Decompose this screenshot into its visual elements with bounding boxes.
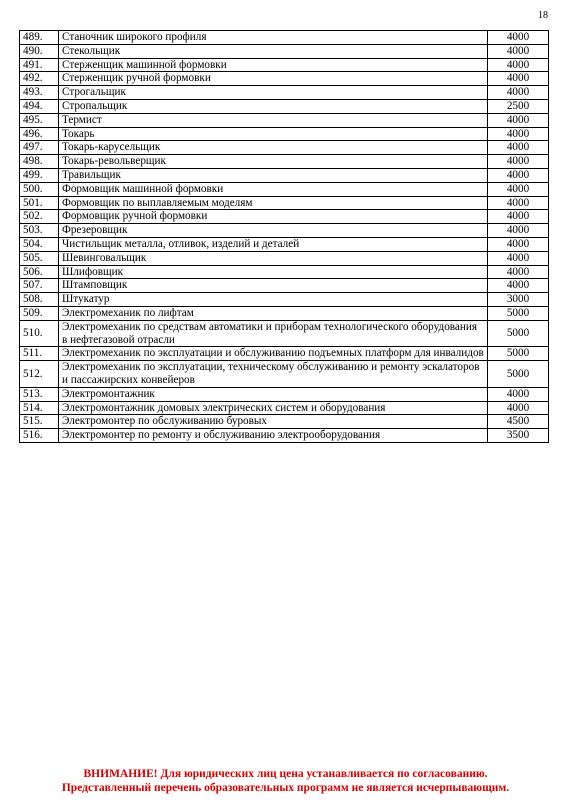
program-price: 4000 [488,168,549,182]
program-name: Стекольщик [59,44,488,58]
warning-line-1: ВНИМАНИЕ! Для юридических лиц цена устанавливается по согласованию. [83,768,488,780]
row-number: 514. [20,401,59,415]
row-number: 511. [20,347,59,361]
program-name: Токарь-револьверщик [59,155,488,169]
table-body [20,31,549,443]
row-number: 507. [20,279,59,293]
program-name: Формовщик машинной формовки [59,182,488,196]
table-row [20,224,549,238]
program-price-table [19,30,549,443]
table-row [20,127,549,141]
program-price: 4000 [488,251,549,265]
table-row [20,237,549,251]
program-price: 5000 [488,320,549,347]
program-price: 4000 [488,401,549,415]
program-price: 4500 [488,415,549,429]
program-price: 5000 [488,347,549,361]
warning-line-2: Представленный перечень образовательных программ не является исчерпывающим. [61,782,510,794]
program-name: Шлифовщик [59,265,488,279]
table-row [20,306,549,320]
row-number: 516. [20,429,59,443]
program-name: Шевинговальщик [59,251,488,265]
table-row [20,141,549,155]
row-number: 491. [20,58,59,72]
row-number: 515. [20,415,59,429]
program-price: 5000 [488,361,549,388]
program-name: Стерженщик машинной формовки [59,58,488,72]
row-number: 502. [20,210,59,224]
table-row [20,72,549,86]
table-row [20,347,549,361]
program-name: Электромеханик по лифтам [59,306,488,320]
table-row [20,99,549,113]
program-name: Формовщик ручной формовки [59,210,488,224]
program-name: Штукатур [59,293,488,307]
row-number: 508. [20,293,59,307]
table-row [20,86,549,100]
row-number: 492. [20,72,59,86]
row-number: 489. [20,31,59,45]
program-price: 4000 [488,196,549,210]
table-row [20,279,549,293]
program-price: 4000 [488,58,549,72]
row-number: 509. [20,306,59,320]
row-number: 496. [20,127,59,141]
program-name: Электромонтер по обслуживанию буровых [59,415,488,429]
table-row [20,44,549,58]
table-row [20,415,549,429]
program-price: 3500 [488,429,549,443]
page-number: 18 [538,10,548,21]
program-name: Электромеханик по средствам автоматики и приборам технологического оборудования в нефтегазовой отрасли [59,320,488,347]
table-row [20,251,549,265]
table-row [20,168,549,182]
program-name: Стерженщик ручной формовки [59,72,488,86]
table-row [20,293,549,307]
program-name: Стропальщик [59,99,488,113]
program-name: Электромонтажник домовых электрических систем и оборудования [59,401,488,415]
program-price: 4000 [488,387,549,401]
program-name: Строгальщик [59,86,488,100]
program-name: Электромеханик по эксплуатации, техническому обслуживанию и ремонту эскалаторов и пассажирских конвейеров [59,361,488,388]
table-row [20,182,549,196]
table-row [20,196,549,210]
row-number: 499. [20,168,59,182]
row-number: 505. [20,251,59,265]
row-number: 490. [20,44,59,58]
program-price: 4000 [488,44,549,58]
row-number: 506. [20,265,59,279]
table-row [20,361,549,388]
row-number: 494. [20,99,59,113]
row-number: 501. [20,196,59,210]
program-price: 4000 [488,127,549,141]
program-price: 4000 [488,155,549,169]
table-row [20,31,549,45]
program-name: Чистильщик металла, отливок, изделий и деталей [59,237,488,251]
program-name: Штамповщик [59,279,488,293]
row-number: 503. [20,224,59,238]
table-row [20,210,549,224]
program-name: Токарь [59,127,488,141]
program-price: 4000 [488,86,549,100]
program-price: 4000 [488,182,549,196]
program-price: 5000 [488,306,549,320]
program-price: 2500 [488,99,549,113]
table-row [20,387,549,401]
program-price: 4000 [488,210,549,224]
program-name: Электромонтажник [59,387,488,401]
row-number: 500. [20,182,59,196]
table-row [20,265,549,279]
row-number: 498. [20,155,59,169]
program-name: Формовщик по выплавляемым моделям [59,196,488,210]
program-name: Электромеханик по эксплуатации и обслуживанию подъемных платформ для инвалидов [59,347,488,361]
program-name: Фрезеровщик [59,224,488,238]
table-row [20,113,549,127]
program-name: Электромонтер по ремонту и обслуживанию электрооборудования [59,429,488,443]
table-row [20,58,549,72]
program-price: 4000 [488,113,549,127]
table-row [20,429,549,443]
program-price: 4000 [488,279,549,293]
table-row [20,320,549,347]
row-number: 495. [20,113,59,127]
program-price: 4000 [488,265,549,279]
row-number: 497. [20,141,59,155]
row-number: 510. [20,320,59,347]
row-number: 504. [20,237,59,251]
row-number: 512. [20,361,59,388]
program-price: 4000 [488,224,549,238]
program-name: Термист [59,113,488,127]
row-number: 513. [20,387,59,401]
row-number: 493. [20,86,59,100]
table-row [20,155,549,169]
warning-notice [0,767,571,795]
program-price: 4000 [488,72,549,86]
program-name: Травильщик [59,168,488,182]
program-price: 4000 [488,237,549,251]
table-row [20,401,549,415]
program-name: Токарь-карусельщик [59,141,488,155]
program-price: 3000 [488,293,549,307]
program-name: Станочник широкого профиля [59,31,488,45]
program-price: 4000 [488,141,549,155]
program-price: 4000 [488,31,549,45]
